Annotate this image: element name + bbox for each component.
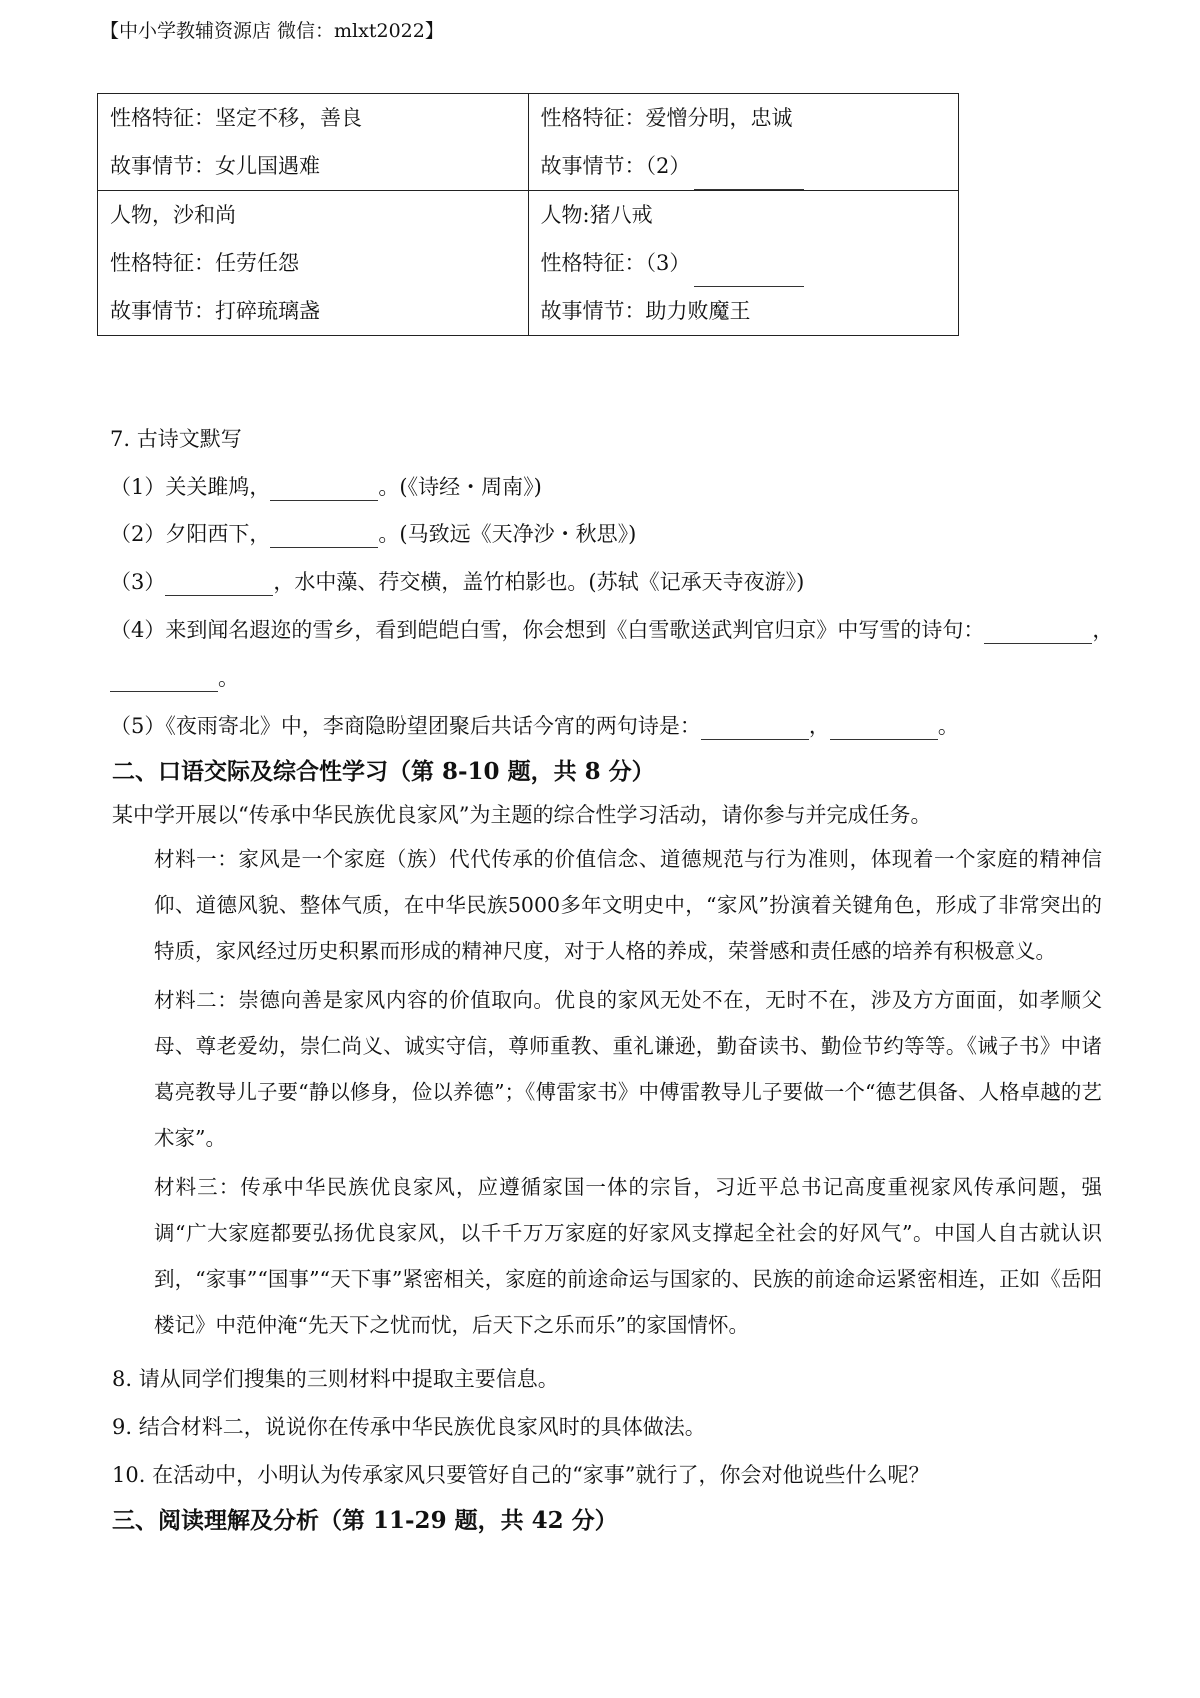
q7-item-2 <box>110 518 636 548</box>
item-text: ， <box>808 714 830 738</box>
item-text: （3） <box>110 570 166 594</box>
item-text: （4）来到闻名遐迩的雪乡，看到皑皑白雪，你会想到《白雪歌送武判官归京》中写雪的诗句： <box>110 618 985 642</box>
character-table <box>97 93 959 336</box>
answer-blank[interactable] <box>984 623 1092 644</box>
answer-blank[interactable] <box>694 264 804 287</box>
item-text: （5）《夜雨寄北》中，李商隐盼望团聚后共话今宵的两句诗是： <box>110 714 701 738</box>
cell-line: 人物:猪八戒 <box>540 203 653 227</box>
answer-blank[interactable] <box>270 527 378 548</box>
answer-blank[interactable] <box>270 480 378 501</box>
cell-line: 性格特征：爱憎分明，忠诚 <box>540 106 793 130</box>
answer-blank[interactable] <box>694 167 804 190</box>
cell-text: 性格特征：（3） <box>540 251 691 275</box>
item-text: （2）夕阳西下， <box>110 522 271 546</box>
cell-line: 人物，沙和尚 <box>110 203 236 227</box>
item-text: ，水中藻、荇交横，盖竹柏影也。(苏轼《记承天寺夜游》) <box>273 570 805 594</box>
question-8: 8. 请从同学们搜集的三则材料中提取主要信息。 <box>112 1367 559 1391</box>
q7-item-4 <box>110 614 1113 644</box>
section-3-title: 三、阅读理解及分析（第 11-29 题，共 42 分） <box>112 1507 618 1534</box>
cell-line: 故事情节：打碎琉璃盏 <box>110 299 320 323</box>
cell-line: 性格特征：坚定不移，善良 <box>110 106 362 130</box>
answer-blank[interactable] <box>701 719 809 740</box>
material-text: 材料一：家风是一个家庭（族）代代传承的价值信念、道德规范与行为准则，体现着一个家庭的精神信仰、道德风貌、整体气质，在中华民族5000多年文明史中，“家风”扮演着关键角色，形成了非常突出的特质，家风经过历史积累而形成的精神尺度，对于人格的养成，荣誉感和责任感的培养有积极意义。 <box>154 847 1102 963</box>
q7-item-3 <box>110 566 804 596</box>
item-text: 。 <box>937 714 959 738</box>
item-text: 。(《诗经・周南》) <box>378 475 542 499</box>
material-text: 材料二：崇德向善是家风内容的价值取向。优良的家风无处不在，无时不在，涉及方方面面，如孝顺父母、尊老爱幼，崇仁尚义、诚实守信，尊师重教、重礼谦逊，勤奋读书、勤俭节约等等。《诫子书》中诸葛亮教导儿子要“静以修身，俭以养德”；《傅雷家书》中傅雷教导儿子要做一个“德艺俱备、人格卓越的艺术家”。 <box>154 988 1102 1150</box>
item-text: 。 <box>218 666 239 690</box>
table-row <box>98 94 959 191</box>
answer-blank[interactable] <box>165 575 273 596</box>
question-9: 9. 结合材料二，说说你在传承中华民族优良家风时的具体做法。 <box>112 1415 706 1439</box>
cell-line <box>541 142 947 190</box>
cell-line: 故事情节：女儿国遇难 <box>110 154 320 178</box>
material-text: 材料三：传承中华民族优良家风，应遵循家国一体的宗旨，习近平总书记高度重视家风传承问题，强调“广大家庭都要弘扬优良家风，以千千万万家庭的好家风支撑起全社会的好风气”。中国人自古就认识到，“家事”“国事”“天下事”紧密相关，家庭的前途命运与国家的、民族的前途命运紧密相连，正如《岳阳楼记》中范仲淹“先天下之忧而忧，后天下之乐而乐”的家国情怀。 <box>154 1175 1102 1337</box>
section-2-title: 二、口语交际及综合性学习（第 8-10 题，共 8 分） <box>112 758 655 785</box>
page-header: 【中小学教辅资源店 微信：mlxt2022】 <box>100 20 444 42</box>
material-3 <box>112 1164 1102 1348</box>
item-text: 。(马致远《天净沙・秋思》) <box>378 522 637 546</box>
cell-line: 故事情节：助力败魔王 <box>540 299 751 323</box>
cell-text: 故事情节：（2） <box>540 154 691 178</box>
table-cell <box>98 191 529 336</box>
table-cell <box>528 94 959 191</box>
cell-line: 性格特征：任劳任怨 <box>110 251 299 275</box>
section-2-intro: 某中学开展以“传承中华民族优良家风”为主题的综合性学习活动，请你参与并完成任务。 <box>112 803 932 827</box>
cell-line <box>541 239 947 287</box>
question-7-title: 7. 古诗文默写 <box>110 427 242 451</box>
answer-blank[interactable] <box>830 719 938 740</box>
q7-item-4-continuation <box>110 662 239 692</box>
q7-item-5 <box>110 710 959 740</box>
table-row <box>98 191 959 336</box>
item-text: ， <box>1092 618 1114 642</box>
table-cell <box>98 94 529 191</box>
item-text: （1）关关雎鸠， <box>110 475 271 499</box>
q7-item-1 <box>110 471 542 501</box>
material-2 <box>112 977 1102 1161</box>
answer-blank[interactable] <box>110 671 218 692</box>
table-cell <box>528 191 959 336</box>
question-10: 10. 在活动中，小明认为传承家风只要管好自己的“家事”就行了，你会对他说些什么呢？ <box>112 1463 930 1487</box>
material-1 <box>112 836 1102 974</box>
